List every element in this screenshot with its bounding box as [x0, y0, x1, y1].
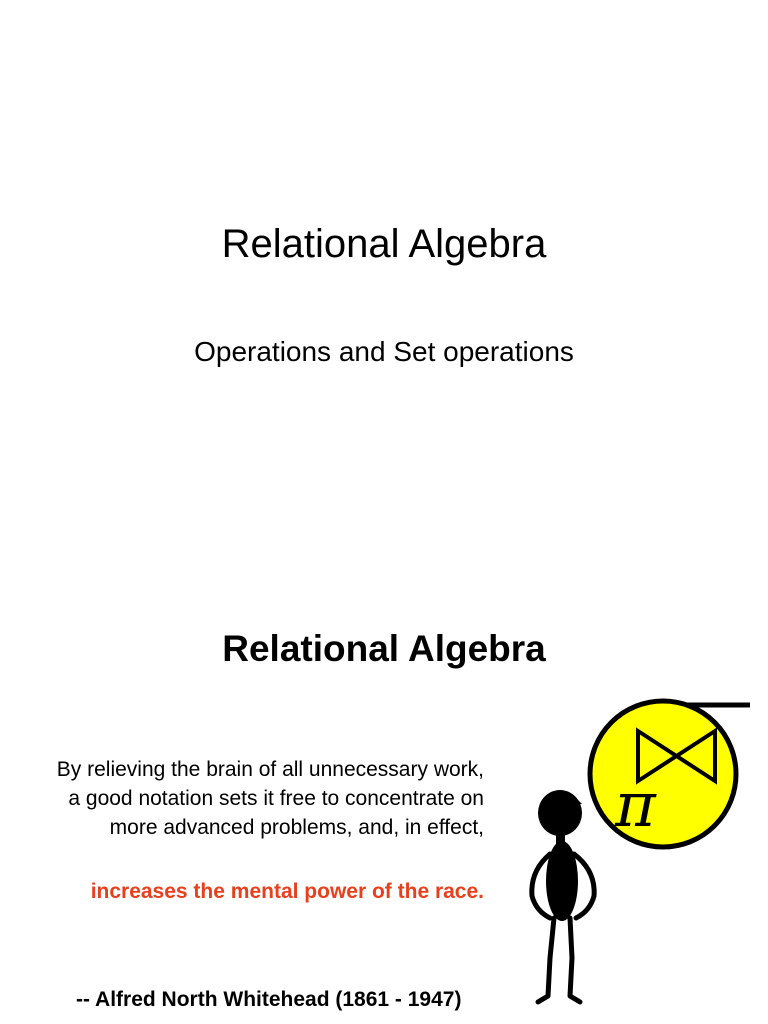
- figure-right-leg: [570, 918, 580, 1002]
- quote-text: By relieving the brain of all unnecessary work, a good notation sets it free to concentrate on more advanced problems, and, in effect,: [56, 758, 484, 839]
- quote-emphasis: increases the mental power of the race.: [90, 880, 484, 903]
- pi-symbol: π: [615, 768, 656, 841]
- thinking-stick-figure-icon: [510, 696, 768, 1024]
- figure-left-leg: [538, 918, 554, 1002]
- slide-title: Relational Algebra: [221, 222, 547, 266]
- quote-attribution: -- Alfred North Whitehead (1861 - 1947): [76, 988, 462, 1011]
- slide-subtitle: Operations and Set operations: [194, 336, 574, 367]
- slide-title: Relational Algebra: [222, 628, 546, 669]
